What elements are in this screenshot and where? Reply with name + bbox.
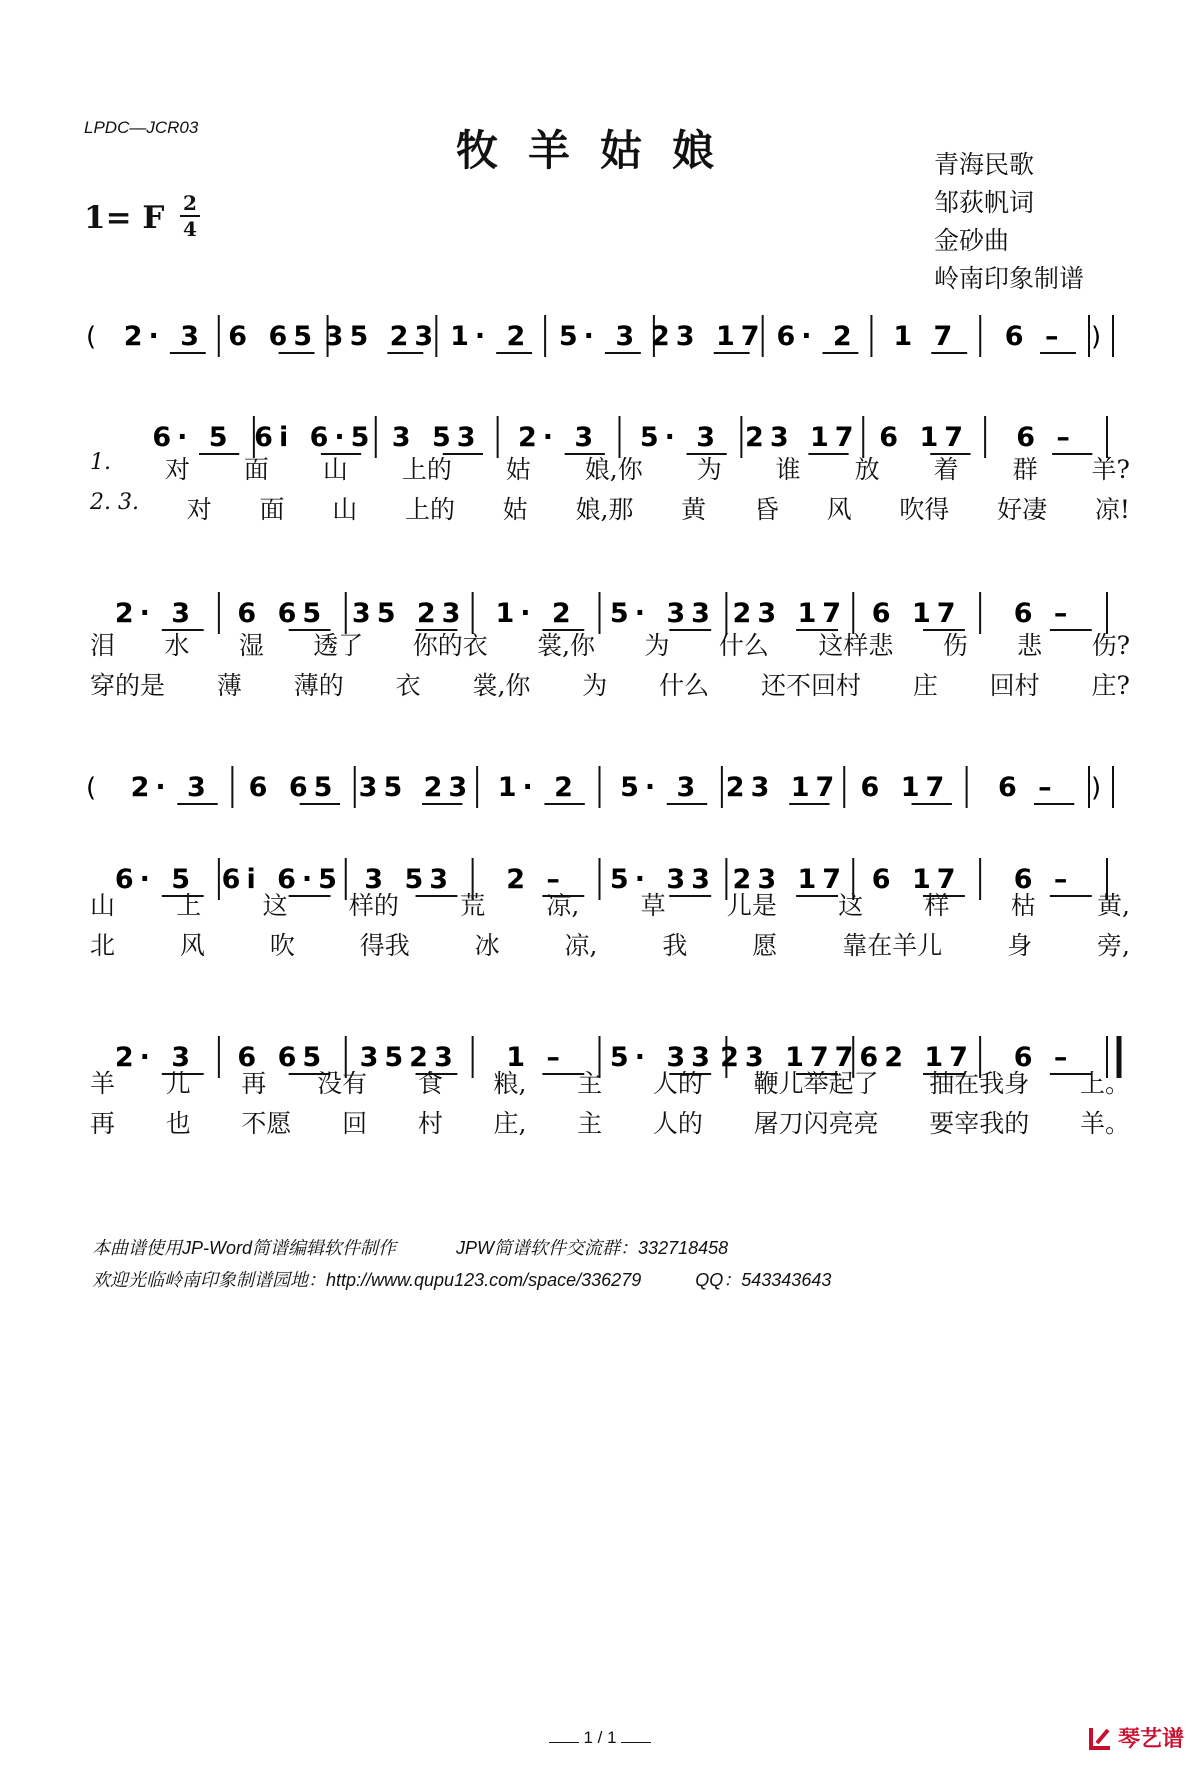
measure-notes: 5· 33 [609,864,716,895]
measure-notes: 5· 3 [639,422,722,453]
measure-notes: 6 65 [228,321,319,352]
lyric-syllable: 靠在羊儿 [842,931,943,960]
time-sig-top: 2 [183,191,197,215]
measure-notes: 35 23 [358,772,474,803]
lyric-syllable: 儿是 [726,891,777,920]
measure-notes: 23 17 [732,598,848,629]
measure-notes: 3 53 [364,864,455,895]
paren-close: ) [1091,773,1102,803]
measure-notes: 6 – [997,772,1058,803]
measure-notes: 6i 6·5 [254,422,376,453]
credit-genre: 青海民歌 [934,150,1035,179]
page-number: 1 / 1 [0,1728,1200,1748]
lyrics-line [90,626,1130,662]
lyric-syllable: 姑 [502,495,528,524]
lyric-syllable: 我 [662,931,688,960]
measure-notes: 23 17 [732,864,848,895]
paren-open: ( [86,322,97,352]
lyrics-line [90,450,1130,486]
lyric-syllable: 上 [176,891,202,920]
lyric-syllable: 湿 [238,631,264,660]
lyric-syllable: 人的 [652,1069,703,1098]
measure-notes: 6 17 [871,598,962,629]
lyric-syllable: 屠刀闪亮亮 [753,1109,879,1138]
lyric-syllable: 羊。 [1079,1109,1130,1138]
brand-logo[interactable] [1088,1722,1184,1753]
lyric-syllable: 风 [179,931,205,960]
measure-notes: 23 17 [725,772,841,803]
lyric-syllable: 面 [259,495,285,524]
measure-notes: 2· 3 [114,598,197,629]
measure-notes: 6i 6·5 [221,864,343,895]
lyric-syllable: 透了 [313,631,364,660]
measure-notes: 6 – [1013,598,1074,629]
lyric-syllable: 娘,你 [584,455,643,484]
measure-notes: 35 23 [324,321,440,352]
lyric-syllable: 凉, [564,931,598,960]
lyric-syllable: 伤? [1091,631,1130,660]
lyric-syllable: 薄的 [293,671,344,700]
measure-notes: 35 23 [351,598,467,629]
lyric-syllable: 这 [262,891,288,920]
lyric-syllable: 回 [342,1109,368,1138]
lyric-syllable: 要宰我的 [929,1109,1030,1138]
footer-software-note: 本曲谱使用JP-Word简谱编辑软件制作 [92,1238,397,1258]
lyric-syllable: 昏 [753,495,779,524]
lyric-syllable: 庄 [912,671,938,700]
lyric-syllable: 没有 [317,1069,368,1098]
lyric-syllable: 凉! [1094,495,1130,524]
measure-notes: 1· 2 [495,598,577,629]
lyric-syllable: 悲 [1017,631,1043,660]
lyric-syllable: 为 [644,631,670,660]
lyric-syllable: 食 [417,1069,443,1098]
lyric-syllable: 对 [186,495,212,524]
measure-notes: 23 17 [651,321,766,352]
measure-notes: 6 – [1004,321,1065,352]
paren-close: ) [1091,322,1102,352]
lyric-syllable: 荒 [460,891,486,920]
lyrics-line [90,886,1130,922]
lyric-syllable: 凉, [546,891,580,920]
lyric-syllable: 主 [577,1069,603,1098]
measure-notes: 6 – [1013,1042,1074,1073]
measure-notes: 6· 2 [776,321,858,352]
brand-name: 琴艺谱 [1118,1727,1185,1752]
lyric-syllable: 上。 [1079,1069,1130,1098]
measure-notes: 1· 2 [497,772,579,803]
lyric-syllable: 羊? [1091,455,1130,484]
lyric-syllable: 对 [164,455,190,484]
lyric-syllable: 羊 [90,1069,116,1098]
credit-lyricist: 邹荻帆词 [934,188,1035,217]
lyric-syllable: 抽在我身 [929,1069,1030,1098]
measure-notes: 2· 3 [130,772,212,803]
lyric-syllable: 裳,你 [472,671,531,700]
lyric-syllable: 吹 [269,931,295,960]
lyric-syllable: 主 [577,1109,603,1138]
lyric-syllable: 着 [933,455,959,484]
lyric-syllable: 庄? [1091,671,1130,700]
lyric-syllable: 衣 [395,671,421,700]
measure-notes: 5· 3 [620,772,702,803]
verse-number: 2. 3. [90,490,139,515]
lyrics-line [90,1104,1130,1140]
lyric-syllable: 黄, [1097,891,1130,920]
footer-qq: QQ：543343643 [695,1270,832,1290]
lyric-syllable: 你的衣 [412,631,488,660]
lyric-syllable: 得我 [359,931,410,960]
measure-notes: 5· 33 [609,598,716,629]
lyric-syllable: 不愿 [241,1109,292,1138]
measure-notes: 2· 3 [114,1042,197,1073]
measure-notes: 6 65 [237,1042,328,1073]
lyric-syllable: 为 [696,455,722,484]
brand-logo-icon [1088,1725,1114,1751]
time-sig-bottom: 4 [183,217,197,241]
measure-notes: 6· 5 [114,864,197,895]
measure-notes: 1 7 [893,321,959,352]
measure-notes: 2· 3 [123,321,206,352]
measure-notes: 6 65 [237,598,328,629]
measure-notes: 3 53 [391,422,482,453]
lyric-syllable: 风 [826,495,852,524]
lyrics-line [90,490,1130,526]
measure-notes: 5· 33 [609,1042,716,1073]
lyrics-line [90,1064,1130,1100]
lyric-syllable: 愿 [752,931,778,960]
lyric-syllable: 枯 [1010,891,1036,920]
lyric-syllable: 上的 [404,495,455,524]
measure-notes: 23 177 [720,1042,860,1073]
measure-notes: 6 – [1016,422,1076,453]
measure-notes: 2· 3 [517,422,600,453]
lyric-syllable: 样 [924,891,950,920]
lyric-syllable: 旁, [1097,931,1130,960]
lyric-syllable: 这 [838,891,864,920]
lyric-syllable: 放 [854,455,880,484]
footer-site-link[interactable]: 欢迎光临岭南印象制谱园地：http://www.qupu123.com/space/336279 [92,1270,642,1290]
lyric-syllable: 好凄 [997,495,1048,524]
measure-notes: 6 17 [871,864,962,895]
lyric-syllable: 娘,那 [575,495,634,524]
lyric-syllable: 冰 [474,931,500,960]
footer-line-2 [92,1266,831,1292]
lyrics-line [90,926,1130,962]
lyric-syllable: 庄, [493,1109,527,1138]
lyric-syllable: 裳,你 [537,631,596,660]
score-code: LPDC—JCR03 [84,118,199,137]
lyric-syllable: 再 [90,1109,116,1138]
measure-notes: 6 – [1013,864,1074,895]
lyric-syllable: 再 [241,1069,267,1098]
lyric-syllable: 村 [417,1109,443,1138]
measure-notes: 1· 2 [450,321,532,352]
page-title: 牧羊姑娘 [455,126,744,175]
measure-notes: 23 17 [745,422,860,453]
lyric-syllable: 面 [243,455,269,484]
lyric-syllable: 儿 [165,1069,191,1098]
paren-open: ( [86,773,97,803]
measure-notes: 3523 [359,1042,459,1073]
lyric-syllable: 粮, [493,1069,527,1098]
lyric-syllable: 草 [640,891,666,920]
measure-notes: 6 65 [248,772,339,803]
lyric-syllable: 山 [322,455,348,484]
lyric-syllable: 吹得 [899,495,950,524]
lyric-syllable: 薄 [216,671,242,700]
measure-notes: 1 – [506,1042,566,1073]
measure-notes: 6· 5 [152,422,234,453]
lyric-syllable: 群 [1012,455,1038,484]
measure-notes: 2 – [506,864,566,895]
lyric-syllable: 姑 [505,455,531,484]
measure-notes: 5· 3 [558,321,641,352]
credit-transcriber: 岭南印象制谱 [934,264,1085,293]
footer-group-note: JPW简谱软件交流群：332718458 [456,1238,729,1258]
measure-notes: 6 17 [879,422,970,453]
lyric-syllable: 为 [582,671,608,700]
lyric-syllable: 水 [164,631,190,660]
footer-line-1 [92,1234,728,1260]
lyric-syllable: 什么 [718,631,769,660]
credit-composer: 金砂曲 [934,226,1010,255]
lyric-syllable: 谁 [775,455,801,484]
lyric-syllable: 人的 [652,1109,703,1138]
lyric-syllable: 北 [90,931,116,960]
measure-notes: 62 17 [859,1042,974,1073]
lyric-syllable: 泪 [90,631,116,660]
lyric-syllable: 身 [1007,931,1033,960]
lyric-syllable: 什么 [659,671,710,700]
lyric-syllable: 鞭儿举起了 [753,1069,879,1098]
lyric-syllable: 还不回村 [760,671,861,700]
lyrics-line [90,666,1130,702]
lyric-syllable: 也 [165,1109,191,1138]
lyric-syllable: 穿的是 [90,671,166,700]
lyric-syllable: 山 [90,891,116,920]
lyric-syllable: 上的 [401,455,452,484]
lyric-syllable: 回村 [989,671,1040,700]
verse-number: 1. [90,450,111,475]
measure-notes: 6 17 [860,772,951,803]
lyric-syllable: 这样悲 [818,631,894,660]
lyric-syllable: 黄 [681,495,707,524]
key-signature: 1= F [84,200,165,236]
lyric-syllable: 伤 [942,631,968,660]
lyric-syllable: 样的 [348,891,399,920]
lyric-syllable: 山 [332,495,358,524]
